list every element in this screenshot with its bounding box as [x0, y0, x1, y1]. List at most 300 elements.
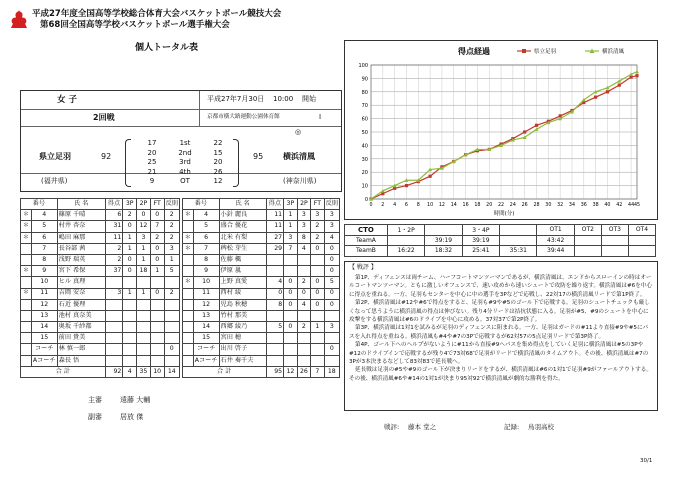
away-period-score: 12 [213, 177, 223, 185]
cell-name: 長谷部 茜 [57, 243, 105, 254]
table-row [21, 344, 180, 355]
cell-no: 15 [193, 333, 219, 344]
cell-no: 12 [193, 299, 219, 310]
cell-mark [21, 344, 32, 355]
cell-p3: 2 [123, 210, 137, 221]
cell-name: 佐藤 楓 [219, 254, 266, 265]
table-row [21, 355, 180, 366]
cell-no: 4 [31, 210, 57, 221]
cell-pts: 4 [266, 277, 284, 288]
cell-name: 北米 有梨 [219, 232, 266, 243]
data-point [635, 74, 638, 77]
data-point [635, 70, 639, 74]
period-label: 2nd [178, 148, 192, 157]
cell-p3: 0 [123, 266, 137, 277]
cell-p3 [284, 333, 298, 344]
table-row [183, 355, 340, 366]
cto-cell [628, 246, 655, 257]
home-period-score: 21 [147, 167, 157, 176]
cell-pf: 5 [164, 266, 179, 277]
cell-no: コーチ [193, 344, 219, 355]
x-tick-label: 12 [438, 203, 445, 208]
cto-cell: 25:41 [462, 246, 499, 257]
table-row [183, 288, 340, 299]
column-header: 反則 [164, 199, 179, 210]
y-tick-label: 10 [361, 183, 368, 190]
cell-p2: 3 [297, 210, 311, 221]
cto-cell [628, 235, 655, 246]
data-point [523, 130, 526, 133]
cell-pf: 5 [324, 277, 339, 288]
table-row [183, 266, 340, 277]
cell-pf: 2 [164, 232, 179, 243]
cto-header: 3・4P [462, 225, 499, 236]
data-point [429, 175, 432, 178]
cell-mark: ＊ [21, 210, 32, 221]
away-player-table [182, 198, 340, 378]
column-header: 番号 [21, 199, 58, 210]
column-header: 番号 [183, 199, 220, 210]
column-header: 2P [297, 199, 311, 210]
cell-name: 吉岡 安奈 [57, 288, 105, 299]
away-team-name: 横浜清風 [283, 152, 315, 161]
cell-name: 竹村 那美 [219, 310, 266, 321]
legend-label: 横浜清風 [602, 49, 625, 55]
period-bracket-left [125, 139, 131, 187]
cto-cell [387, 235, 424, 246]
y-tick-label: 40 [361, 143, 368, 150]
legend-label: 県立足羽 [534, 49, 557, 55]
cell-no: 10 [193, 277, 219, 288]
cell-p2 [137, 310, 151, 321]
column-header: FT [150, 199, 164, 210]
column-header: 3P [123, 199, 137, 210]
cto-cell: TeamB [345, 246, 388, 257]
data-point [618, 84, 621, 87]
column-header: 得点 [105, 199, 123, 210]
table-row [183, 254, 340, 265]
x-tick-label: 32 [557, 203, 564, 208]
cell-mark: ＊ [183, 277, 194, 288]
event-title: 平成27年度全国高等学校総合体育大会バスケットボール競技大会 [32, 9, 282, 19]
cell-ft [150, 322, 164, 333]
cell-pf: 0 [324, 243, 339, 254]
cell-no: 10 [31, 277, 57, 288]
cell-p3: 1 [284, 221, 298, 232]
cell-name: 嶋田 麻那 [57, 232, 105, 243]
cell-pf: 1 [164, 254, 179, 265]
cto-cell: TeamA [345, 235, 388, 246]
cto-row [345, 246, 656, 257]
cto-header: OT2 [574, 225, 601, 236]
away-team-pref: (神奈川県) [283, 177, 317, 185]
table-header-row [21, 199, 180, 210]
total-pf: 18 [324, 366, 339, 377]
cell-pf: 0 [324, 266, 339, 277]
cell-p3: 0 [123, 254, 137, 265]
cell-pf: 3 [164, 243, 179, 254]
cell-no: 14 [193, 322, 219, 333]
cell-pf [164, 299, 179, 310]
cto-table [344, 224, 656, 257]
cell-no: 12 [31, 299, 57, 310]
cell-pf [164, 310, 179, 321]
cell-name: 篠原 千晴 [57, 210, 105, 221]
umpire-name: 居放 傑 [120, 413, 144, 421]
x-tick-label: 4 [393, 203, 397, 208]
table-row [21, 322, 180, 333]
cto-row [345, 235, 656, 246]
cell-p3 [123, 322, 137, 333]
x-tick-label: 18 [474, 203, 481, 208]
away-period-score: 15 [213, 148, 223, 157]
cell-name: 石井 奏千夫 [219, 355, 266, 366]
x-tick-label: 34 [568, 203, 576, 208]
cell-p2 [297, 310, 311, 321]
cell-name: 西郷 綾乃 [219, 322, 266, 333]
game-time: 10:00 [273, 95, 294, 103]
page-number: 30/1 [640, 458, 653, 464]
cell-p2: 2 [297, 322, 311, 333]
y-tick-label: 20 [361, 170, 368, 177]
page-title: 個人トータル表 [135, 43, 199, 53]
cell-pts: 11 [266, 221, 284, 232]
cell-ft [311, 310, 324, 321]
cell-no: 4 [193, 210, 219, 221]
cell-ft [311, 266, 324, 277]
home-period-score: 17 [147, 139, 157, 147]
x-tick-label: 30 [545, 203, 552, 208]
umpire-label: 副審 [88, 413, 102, 421]
away-period-score: 26 [213, 167, 223, 176]
period-bracket-right [233, 139, 239, 187]
cto-cell: 35:31 [500, 246, 537, 257]
cell-p2: 12 [137, 221, 151, 232]
cell-pts: 37 [105, 266, 123, 277]
cell-pts [105, 299, 123, 310]
cell-pf: 2 [164, 210, 179, 221]
home-team-name: 県立足羽 [39, 152, 71, 161]
court-mark: ◎ [295, 128, 302, 136]
total-p3: 4 [123, 366, 137, 377]
cell-p3 [284, 254, 298, 265]
cell-pf [324, 333, 339, 344]
cto-header: OT4 [628, 225, 655, 236]
cell-pf [164, 333, 179, 344]
cell-ft [150, 310, 164, 321]
x-tick-label: 38 [592, 203, 599, 208]
cell-ft: 2 [311, 232, 324, 243]
cell-pf: 0 [324, 288, 339, 299]
cell-name: ヒル 真理 [57, 277, 105, 288]
y-tick-label: 30 [361, 156, 368, 163]
cell-name: 林 慎一郎 [57, 344, 105, 355]
cell-p3: 0 [284, 322, 298, 333]
table-row [21, 333, 180, 344]
y-tick-label: 90 [361, 76, 368, 83]
cell-p2 [137, 299, 151, 310]
cell-pts: 0 [266, 288, 284, 299]
cell-pts [266, 254, 284, 265]
cell-ft: 1 [150, 266, 164, 277]
cell-pf: 0 [324, 299, 339, 310]
cell-mark [21, 355, 32, 366]
column-header: 3P [284, 199, 298, 210]
cto-cell [500, 235, 537, 246]
cell-pts [105, 277, 123, 288]
away-team-score: 95 [253, 152, 264, 161]
y-tick-label: 50 [361, 130, 368, 136]
cell-p3: 1 [123, 288, 137, 299]
cell-p2 [297, 254, 311, 265]
cell-ft: 0 [150, 254, 164, 265]
cell-pf: 0 [324, 344, 339, 355]
cell-p2: 0 [137, 210, 151, 221]
cell-p3: 1 [123, 232, 137, 243]
cell-p3: 1 [284, 210, 298, 221]
total-p3: 12 [284, 366, 298, 377]
cell-pts: 11 [266, 210, 284, 221]
cell-no: コーチ [31, 344, 57, 355]
cell-p3 [123, 277, 137, 288]
cell-mark [183, 299, 194, 310]
cell-mark [183, 221, 194, 232]
cell-mark [183, 266, 194, 277]
cell-p2 [137, 333, 151, 344]
cell-p3 [123, 299, 137, 310]
x-tick-label: 6 [404, 203, 408, 208]
cell-ft [150, 355, 164, 366]
recorder-name: 鳥羽高校 [528, 423, 554, 431]
cell-no: 6 [31, 232, 57, 243]
cto-cell: 39:19 [462, 235, 499, 246]
home-player-table [20, 198, 180, 378]
period-label: 3rd [179, 158, 191, 166]
home-period-score: 9 [149, 177, 155, 185]
cell-ft [311, 333, 324, 344]
home-period-score: 25 [147, 158, 157, 166]
table-row [183, 333, 340, 344]
chart-canvas [345, 41, 657, 219]
cell-name: 浅野 瑞英 [57, 254, 105, 265]
table-row [183, 210, 340, 221]
table-row [183, 299, 340, 310]
commentary-paragraph: 延長戦は足羽の#5や#9のゴール下が決まりリードをするが、横浜清風は#6の1対1で足羽#9がファールアウトする。その後、横浜清風#6や#14の1対1が決まり95対92で横浜清風が劇的な勝利を得た。 [349, 367, 652, 382]
x-tick-label: 20 [486, 203, 493, 208]
cell-p2 [137, 355, 151, 366]
period-scores [139, 139, 231, 187]
cell-name: 上野 真愛 [219, 277, 266, 288]
cell-p3 [284, 266, 298, 277]
x-tick-label: 44 [628, 203, 635, 208]
event-subtitle: 第68回全国高等学校バスケットボール選手権大会 [40, 20, 230, 30]
table-row [183, 310, 340, 321]
totals-label: 合 計 [21, 366, 106, 377]
cell-no: 13 [193, 310, 219, 321]
x-tick-label: 0 [369, 203, 373, 208]
cell-pts: 31 [105, 221, 123, 232]
cell-mark [21, 277, 32, 288]
cell-ft: 3 [311, 210, 324, 221]
commentary-text [349, 274, 653, 383]
commentary-box [344, 261, 658, 411]
cell-pts [105, 310, 123, 321]
cto-header: CTO [345, 225, 388, 236]
cell-p3 [123, 333, 137, 344]
cto-header: OT3 [601, 225, 628, 236]
chief-referee-name: 遠藤 大輔 [120, 396, 151, 404]
cell-pts [266, 344, 284, 355]
cell-no: 15 [31, 333, 57, 344]
cell-ft: 0 [150, 288, 164, 299]
cell-no: 9 [31, 266, 57, 277]
cell-ft [311, 254, 324, 265]
cell-p3: 0 [284, 277, 298, 288]
table-row [21, 254, 180, 265]
cto-header: OT1 [537, 225, 574, 236]
cell-ft: 0 [150, 210, 164, 221]
cell-mark [21, 310, 32, 321]
cell-pf: 2 [164, 221, 179, 232]
x-tick-label: 36 [580, 203, 587, 208]
cell-pts [105, 322, 123, 333]
cto-cell: 39:19 [425, 235, 462, 246]
cell-name: 池村 真奈美 [57, 310, 105, 321]
cell-pf: 0 [324, 254, 339, 265]
cell-ft [150, 299, 164, 310]
table-header-row [183, 199, 340, 210]
cell-mark: ＊ [21, 266, 32, 277]
cell-p2: 3 [297, 221, 311, 232]
data-point [535, 124, 538, 127]
cell-no: 14 [31, 322, 57, 333]
cell-p2: 2 [297, 277, 311, 288]
cell-mark [21, 299, 32, 310]
cell-pts [105, 344, 123, 355]
cell-p3 [123, 310, 137, 321]
cell-p2 [297, 344, 311, 355]
cell-pf: 3 [324, 221, 339, 232]
x-tick-label: 45 [633, 203, 641, 208]
cell-no: Aコーチ [193, 355, 219, 366]
cto-cell: 43:42 [537, 235, 574, 246]
cell-pf [164, 322, 179, 333]
reviewer-label: 戦評: [384, 423, 400, 431]
cell-p3 [123, 355, 137, 366]
x-tick-label: 16 [462, 203, 469, 208]
y-tick-label: 0 [364, 197, 368, 203]
cell-mark: ＊ [183, 232, 194, 243]
x-tick-label: 14 [450, 203, 457, 208]
total-ft: 10 [150, 366, 164, 377]
cell-name: 盛合 優花 [219, 221, 266, 232]
cell-p3: 3 [284, 232, 298, 243]
cell-p3: 7 [284, 243, 298, 254]
cell-mark [183, 355, 194, 366]
cto-header: 1・2P [387, 225, 424, 236]
cell-ft: 0 [311, 299, 324, 310]
cell-pts: 8 [266, 299, 284, 310]
cell-name: 西村 綾 [219, 288, 266, 299]
cell-p3 [284, 344, 298, 355]
cell-mark: ＊ [183, 243, 194, 254]
cell-p2 [297, 355, 311, 366]
cell-no: Aコーチ [31, 355, 57, 366]
cell-p2: 0 [297, 288, 311, 299]
cell-name: 宮下 希保 [57, 266, 105, 277]
cell-mark [21, 333, 32, 344]
cell-p3 [123, 344, 137, 355]
cell-mark [183, 254, 194, 265]
cell-name: 森長 悟 [57, 355, 105, 366]
cell-pts [105, 333, 123, 344]
cell-pts: 5 [266, 322, 284, 333]
table-row [183, 243, 340, 254]
cell-p2: 1 [137, 254, 151, 265]
cell-pts [266, 310, 284, 321]
score-progress-chart [344, 40, 658, 220]
legend-marker [522, 49, 526, 53]
table-row [21, 210, 180, 221]
x-axis-label: 時間(分) [493, 211, 515, 217]
commentary-label: 【 戦評 】 [349, 264, 377, 271]
y-tick-label: 70 [361, 103, 368, 110]
home-period-score: 20 [147, 148, 157, 157]
cell-name: 村井 杏奈 [57, 221, 105, 232]
table-row [21, 288, 180, 299]
column-header: FT [311, 199, 324, 210]
total-pts: 95 [266, 366, 284, 377]
game-date: 平成27年7月30日 [207, 95, 265, 103]
column-header: 反則 [324, 199, 339, 210]
commentary-paragraph: 第3P、横浜清風は1対1を試みるが足羽のディフェンスに阻まれる。一方、足羽はガードの#11より直接#9や#5にパスを入れ得点を重ねる。横浜清風も#4や#7の3Pで応戦するが62対57の5点足羽リードで第3P終了。 [349, 325, 649, 340]
cell-name: 石近 優理 [57, 299, 105, 310]
table-row [183, 344, 340, 355]
total-ft: 7 [311, 366, 324, 377]
cell-mark [183, 333, 194, 344]
cell-no: 11 [31, 288, 57, 299]
y-tick-label: 100 [358, 63, 368, 69]
table-row [21, 266, 180, 277]
cell-ft: 2 [150, 232, 164, 243]
cell-p3: 1 [123, 243, 137, 254]
table-row [183, 277, 340, 288]
cell-mark: ＊ [21, 288, 32, 299]
cto-cell [601, 246, 628, 257]
cell-pts: 6 [105, 210, 123, 221]
cell-pts [266, 333, 284, 344]
cell-no: 9 [193, 266, 219, 277]
series-line [371, 72, 637, 199]
totals-row [183, 366, 340, 377]
cell-ft [311, 344, 324, 355]
round-label: 2回戦 [93, 113, 115, 122]
cell-no: 8 [31, 254, 57, 265]
cell-p2: 1 [137, 288, 151, 299]
data-point [405, 184, 408, 187]
chief-referee-label: 主審 [88, 396, 102, 404]
cell-pf: 3 [324, 322, 339, 333]
away-period-score: 20 [213, 158, 223, 166]
cell-p3: 0 [123, 221, 137, 232]
table-row [21, 299, 180, 310]
cell-pf: 3 [324, 210, 339, 221]
cell-p2 [297, 333, 311, 344]
x-tick-label: 26 [521, 203, 528, 208]
cell-p2 [137, 322, 151, 333]
cell-p2: 1 [137, 243, 151, 254]
cell-p2: 3 [137, 232, 151, 243]
